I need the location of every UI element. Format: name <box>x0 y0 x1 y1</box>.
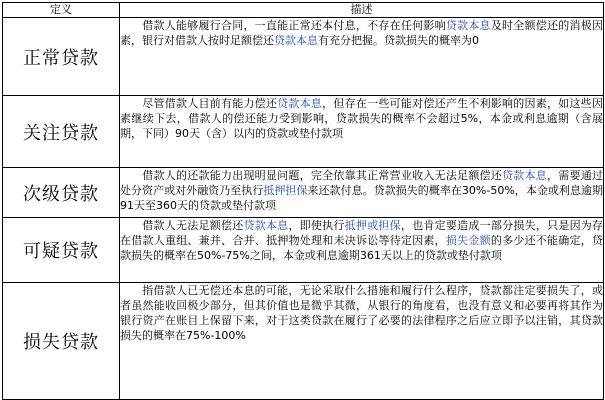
term-cell: 损失贷款 <box>3 283 120 400</box>
highlight-link[interactable]: 贷款本息 <box>502 169 548 182</box>
desc-text: 有充分把握。贷款损失的概率为0 <box>318 34 479 47</box>
table-row <box>3 96 604 168</box>
term-cell: 可疑贷款 <box>3 218 120 283</box>
highlight-link[interactable]: 抵押或担保 <box>344 219 401 232</box>
desc-text: 的多少还不能确定，贷款损失的概率在50%-75%之间，本金或利息逾期361天以上的贷款或垫付款项 <box>120 234 604 262</box>
loan-classification-table <box>2 2 604 400</box>
highlight-link[interactable]: 抵押担保 <box>263 184 308 197</box>
table-row <box>3 218 604 283</box>
desc-text: 借款人无法足额偿还 <box>142 219 244 232</box>
highlight-link[interactable]: 贷款本息 <box>243 219 289 232</box>
description-cell <box>120 18 604 96</box>
highlight-link[interactable]: 贷款本息 <box>274 34 318 47</box>
desc-text: 尽管借款人目前有能力偿还 <box>142 97 278 110</box>
desc-text: ，即使执行 <box>288 219 345 232</box>
desc-text: ，但存在一些可能对偿还产生不利影响的因素，如这些因素继续下去，借款人的偿还能力受到影响，贷款损失的概率不会超过5%，本金或利息逾期（含展期，下同）90天（含）以内的贷款或垫付款项 <box>120 97 604 140</box>
header-definition: 定义 <box>3 3 120 18</box>
desc-text: 来还款付息。贷款损失的概率在30%-50%，本金或利息逾期91天至360天的贷款或垫付款项 <box>120 184 604 212</box>
description-cell <box>120 168 604 218</box>
highlight-link[interactable]: 贷款本息 <box>445 19 491 32</box>
description-cell <box>120 218 604 283</box>
description-cell <box>120 283 604 400</box>
table-row <box>3 168 604 218</box>
term-cell: 正常贷款 <box>3 18 120 96</box>
header-description: 描述 <box>120 3 604 18</box>
description-cell <box>120 96 604 168</box>
desc-text: 借款人能够履行合同，一直能正常还本付息，不存在任何影响 <box>142 19 446 32</box>
term-cell: 次级贷款 <box>3 168 120 218</box>
term-cell: 关注贷款 <box>3 96 120 168</box>
table-row <box>3 283 604 400</box>
table-header-row <box>3 3 604 18</box>
desc-text: 及时全额偿还的消极因素，银行对借款人按时足额偿还 <box>120 19 604 47</box>
desc-text: ，也肯定要造成一部分损失，只是因为存在借款人重组、兼并、合并、抵押物处理和未决诉讼等待定因素， <box>120 219 604 247</box>
highlight-link[interactable]: 贷款本息 <box>277 97 323 110</box>
desc-text: ，需要通过处分资产或对外融资乃至执行 <box>120 169 604 197</box>
desc-text: 借款人的还款能力出现明显问题，完全依靠其正常营业收入无法足额偿还 <box>142 169 503 182</box>
highlight-link[interactable]: 损失金额 <box>445 234 491 247</box>
desc-text: 指借款人已无偿还本息的可能，无论采取什么措施和履行什么程序，贷款都注定要损失了，或者虽然能收回极少部分，但其价值也是微乎其微，从银行的角度看，也没有意义和必要再将其作为银行资产在账目上保留下来，对于这类贷款在履行了必要的法律程序之后应立即予以注销，其贷款损失的概率在75%-100% <box>120 284 603 342</box>
table-row <box>3 18 604 96</box>
